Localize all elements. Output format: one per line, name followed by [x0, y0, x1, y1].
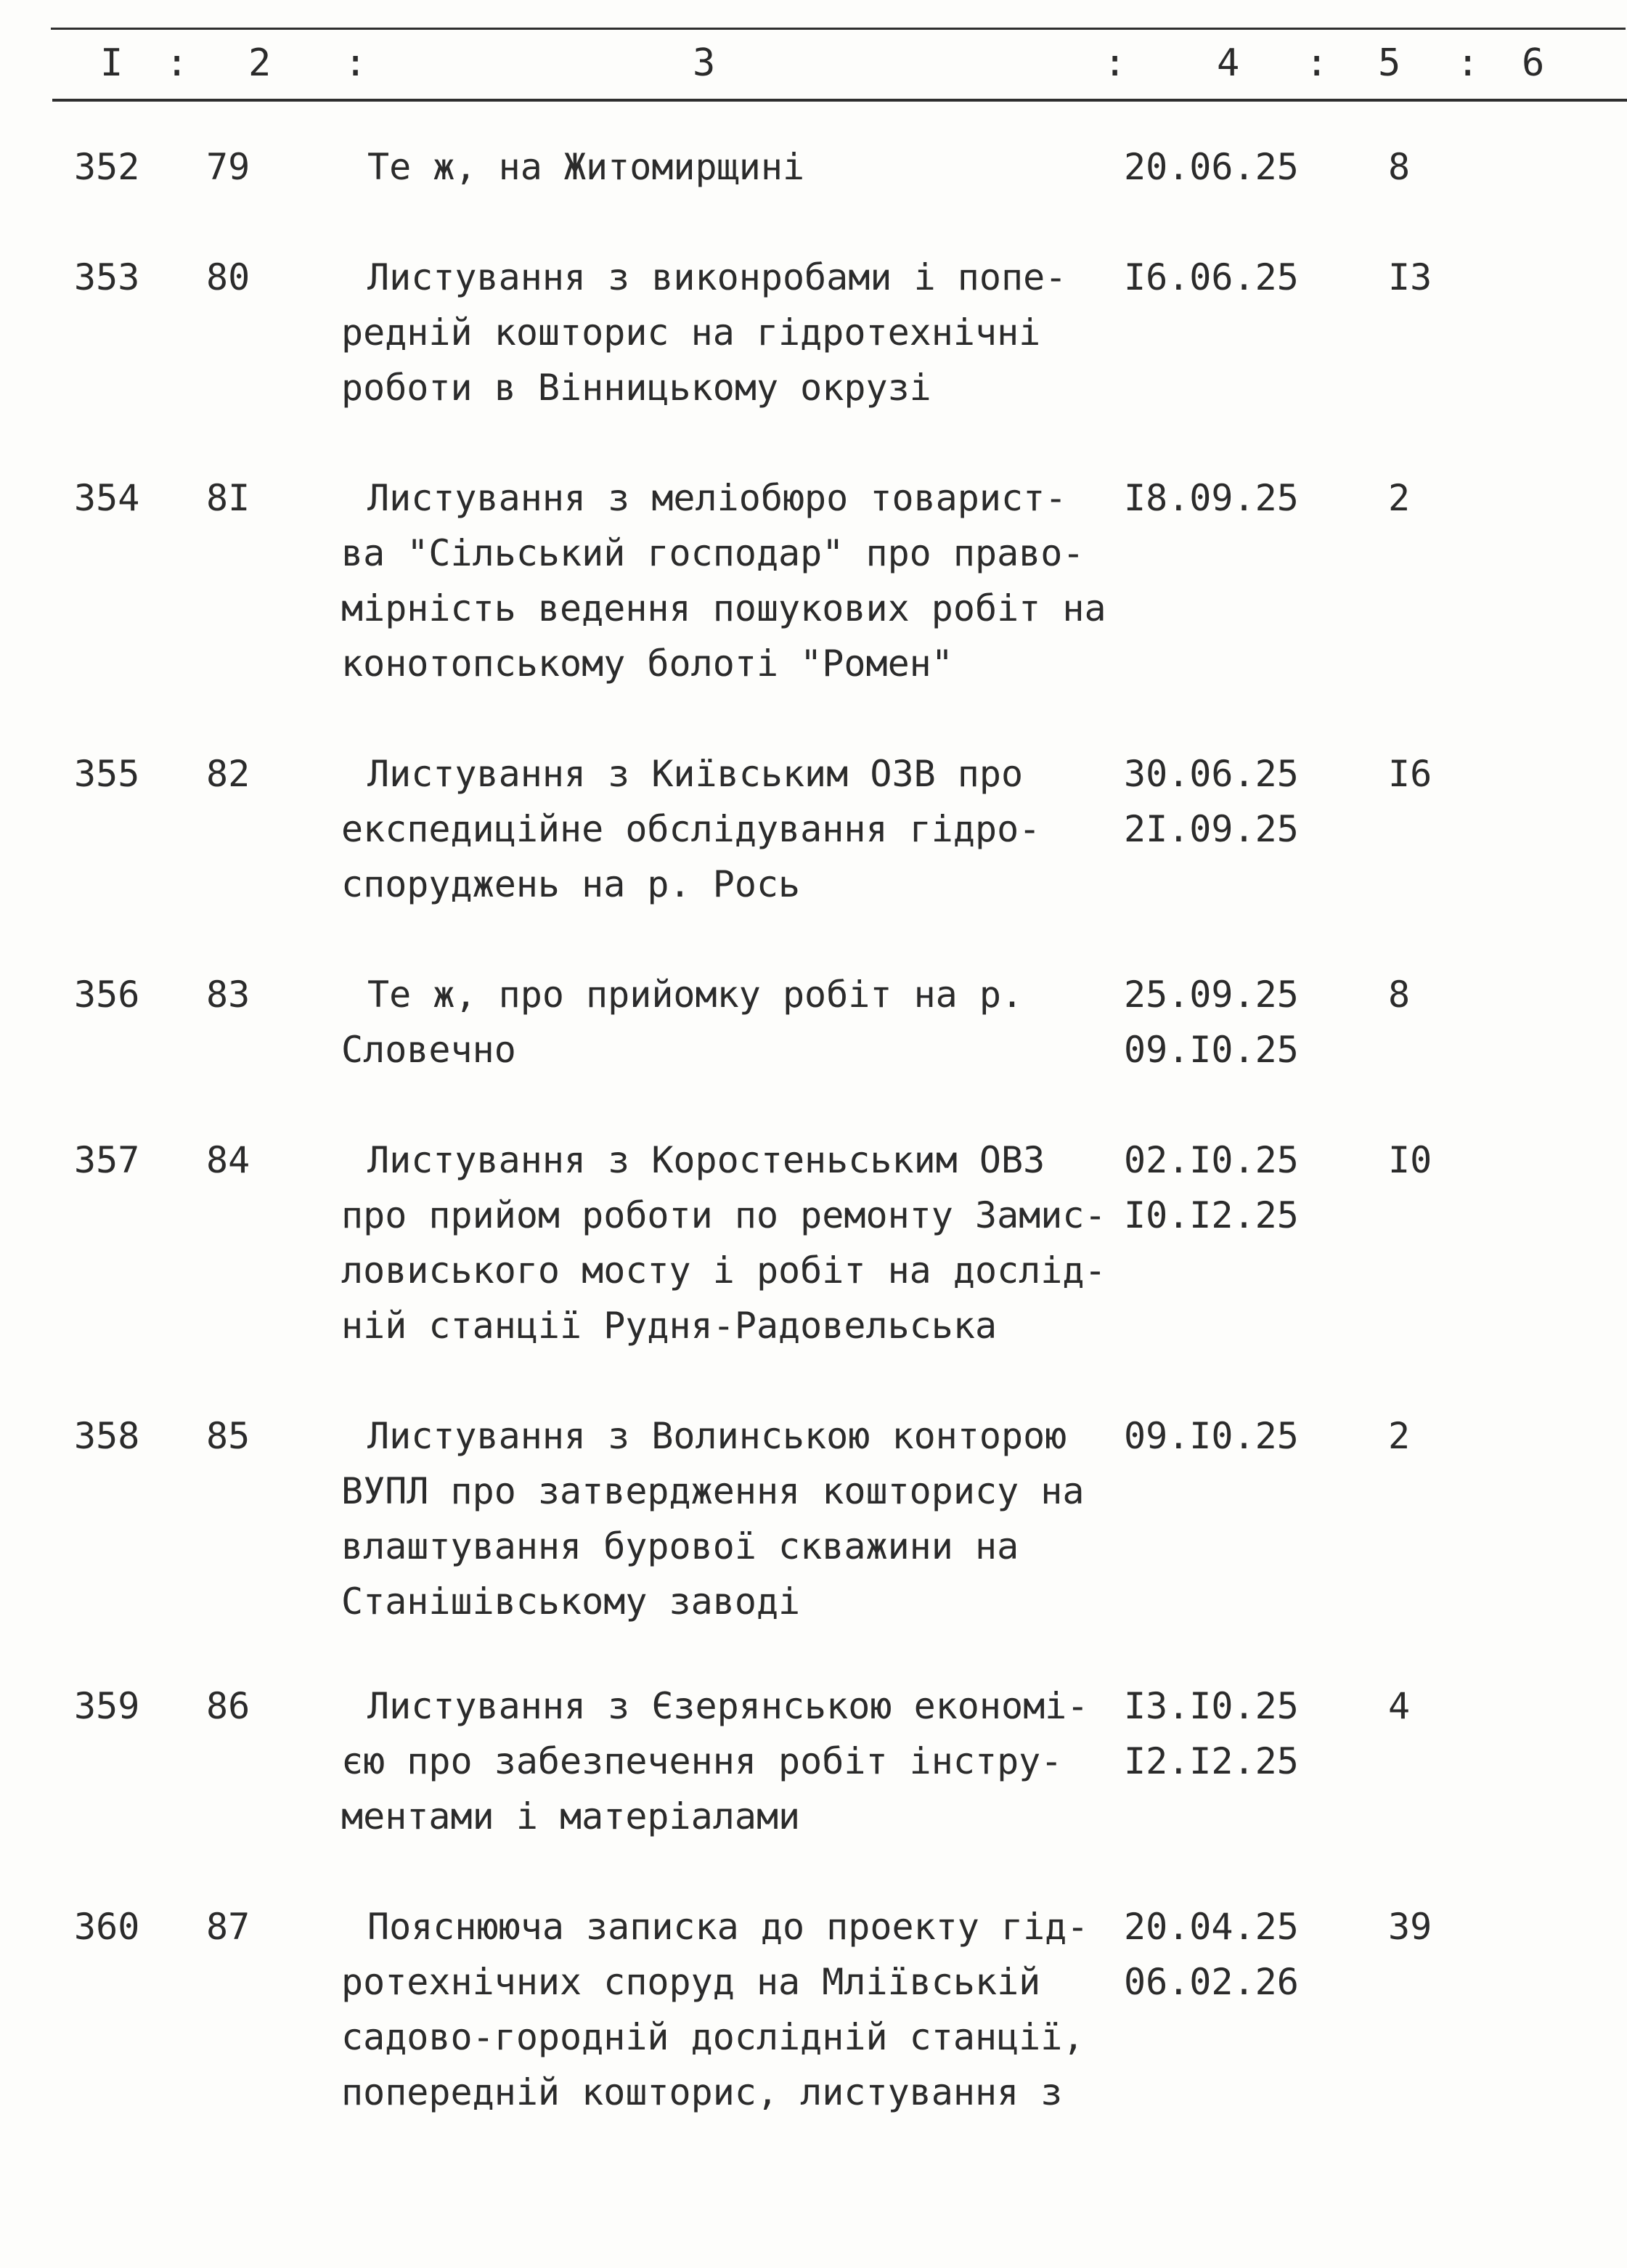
- sheet-count: 8: [1388, 974, 1411, 1016]
- case-date: 2I.09.25: [1124, 808, 1299, 850]
- case-title-line: Станішівському заводі: [341, 1580, 801, 1623]
- case-number: 356: [74, 974, 140, 1016]
- case-title-line: ловиського мосту і робіт на дослід-: [341, 1249, 1106, 1292]
- case-date: 30.06.25: [1124, 753, 1299, 795]
- case-date: I6.06.25: [1124, 256, 1299, 298]
- case-title-line: Листування з Коростеньським ОВЗ: [367, 1139, 1045, 1181]
- case-title: [341, 967, 1023, 1077]
- col-header-5: 5: [1378, 41, 1401, 85]
- case-title-line: ротехнічних споруд на Мліївській: [341, 1961, 1041, 2003]
- case-title-line: ва "Сільський господар" про право-: [341, 532, 1085, 574]
- case-date: I2.I2.25: [1124, 1740, 1299, 1782]
- case-dates: [1124, 470, 1299, 526]
- case-title-line: влаштування бурової скважини на: [341, 1525, 1019, 1567]
- case-date: I8.09.25: [1124, 477, 1299, 519]
- case-title-line: Те ж, про прийомку робіт на р.: [367, 974, 1024, 1016]
- header-bottom-rule: [52, 99, 1627, 102]
- sheet-count: 39: [1388, 1906, 1432, 1948]
- case-title: [341, 250, 1067, 415]
- case-title-line: ментами і матеріалами: [341, 1795, 801, 1837]
- sheet-count: I3: [1388, 256, 1432, 298]
- case-dates: [1124, 1899, 1299, 2010]
- case-title-line: Листування з Волинською конторою: [367, 1415, 1067, 1457]
- col-header-6: 6: [1522, 41, 1545, 85]
- case-number: 358: [74, 1415, 140, 1457]
- sheet-count: I6: [1388, 753, 1432, 795]
- sheet-count: I0: [1388, 1139, 1432, 1181]
- case-number: 359: [74, 1685, 140, 1727]
- sheet-count: 8: [1388, 146, 1411, 188]
- case-title-line: Пояснююча записка до проекту гід-: [367, 1906, 1089, 1948]
- case-title-line: Листування з виконробами і попе-: [367, 256, 1067, 298]
- sheet-count: 2: [1388, 1415, 1411, 1457]
- item-number: 83: [206, 974, 250, 1016]
- col-header-3: 3: [693, 41, 716, 85]
- item-number: 86: [206, 1685, 250, 1727]
- item-number: 85: [206, 1415, 250, 1457]
- case-title-line: конотопському болоті "Ромен": [341, 643, 953, 685]
- col-separator: :: [1305, 41, 1329, 85]
- case-title-line: Словечно: [341, 1029, 516, 1071]
- case-title-line: споруджень на р. Рось: [341, 863, 801, 905]
- case-title-line: про прийом роботи по ремонту Замис-: [341, 1194, 1106, 1236]
- case-title-line: експедиційне обслідування гідро-: [341, 808, 1041, 850]
- col-separator: :: [344, 41, 367, 85]
- case-title-line: мірність ведення пошукових робіт на: [341, 587, 1106, 629]
- col-separator: :: [1104, 41, 1127, 85]
- case-title-line: Листування з Київським ОЗВ про: [367, 753, 1024, 795]
- item-number: 82: [206, 753, 250, 795]
- case-title: [341, 139, 804, 195]
- case-date: 06.02.26: [1124, 1961, 1299, 2003]
- item-number: 84: [206, 1139, 250, 1181]
- case-number: 352: [74, 146, 140, 188]
- case-date: 09.I0.25: [1124, 1415, 1299, 1457]
- case-title-line: ній станції Рудня-Радовельська: [341, 1305, 998, 1347]
- case-number: 357: [74, 1139, 140, 1181]
- col-separator: :: [1456, 41, 1480, 85]
- case-dates: [1124, 1678, 1299, 1789]
- case-title-line: Листування з Єзерянською економі-: [367, 1685, 1089, 1727]
- case-dates: [1124, 250, 1299, 305]
- col-header-1: I: [100, 41, 123, 85]
- case-date: 02.I0.25: [1124, 1139, 1299, 1181]
- case-number: 360: [74, 1906, 140, 1948]
- sheet-count: 4: [1388, 1685, 1411, 1727]
- case-number: 354: [74, 477, 140, 519]
- case-dates: [1124, 967, 1299, 1077]
- case-number: 355: [74, 753, 140, 795]
- case-title-line: Те ж, на Житомирщині: [367, 146, 805, 188]
- case-dates: [1124, 1408, 1299, 1464]
- case-title: [341, 1408, 1085, 1629]
- case-date: I3.I0.25: [1124, 1685, 1299, 1727]
- case-title: [341, 1133, 1106, 1353]
- case-title-line: роботи в Вінницькому окрузі: [341, 367, 931, 409]
- item-number: 8I: [206, 477, 250, 519]
- item-number: 80: [206, 256, 250, 298]
- col-header-4: 4: [1217, 41, 1240, 85]
- col-header-2: 2: [248, 41, 272, 85]
- case-title-line: Листування з меліобюро товарист-: [367, 477, 1067, 519]
- case-date: 20.06.25: [1124, 146, 1299, 188]
- case-title-line: редній кошторис на гідротехнічні: [341, 311, 1041, 354]
- case-date: 09.I0.25: [1124, 1029, 1299, 1071]
- col-separator: :: [166, 41, 189, 85]
- case-dates: [1124, 1133, 1299, 1243]
- case-title-line: попередній кошторис, листування з: [341, 2071, 1063, 2113]
- item-number: 87: [206, 1906, 250, 1948]
- case-title: [341, 470, 1106, 691]
- case-title: [341, 1678, 1088, 1844]
- case-date: 25.09.25: [1124, 974, 1299, 1016]
- case-title: [341, 1899, 1088, 2120]
- case-title: [341, 746, 1040, 912]
- case-date: 20.04.25: [1124, 1906, 1299, 1948]
- case-dates: [1124, 746, 1299, 857]
- case-title-line: садово-городній дослідній станції,: [341, 2016, 1085, 2058]
- case-title-line: єю про забезпечення робіт інстру-: [341, 1740, 1063, 1782]
- case-date: I0.I2.25: [1124, 1194, 1299, 1236]
- case-dates: [1124, 139, 1299, 195]
- sheet-count: 2: [1388, 477, 1411, 519]
- header-top-rule: [51, 28, 1626, 30]
- case-title-line: ВУПЛ про затвердження кошторису на: [341, 1470, 1085, 1512]
- case-number: 353: [74, 256, 140, 298]
- item-number: 79: [206, 146, 250, 188]
